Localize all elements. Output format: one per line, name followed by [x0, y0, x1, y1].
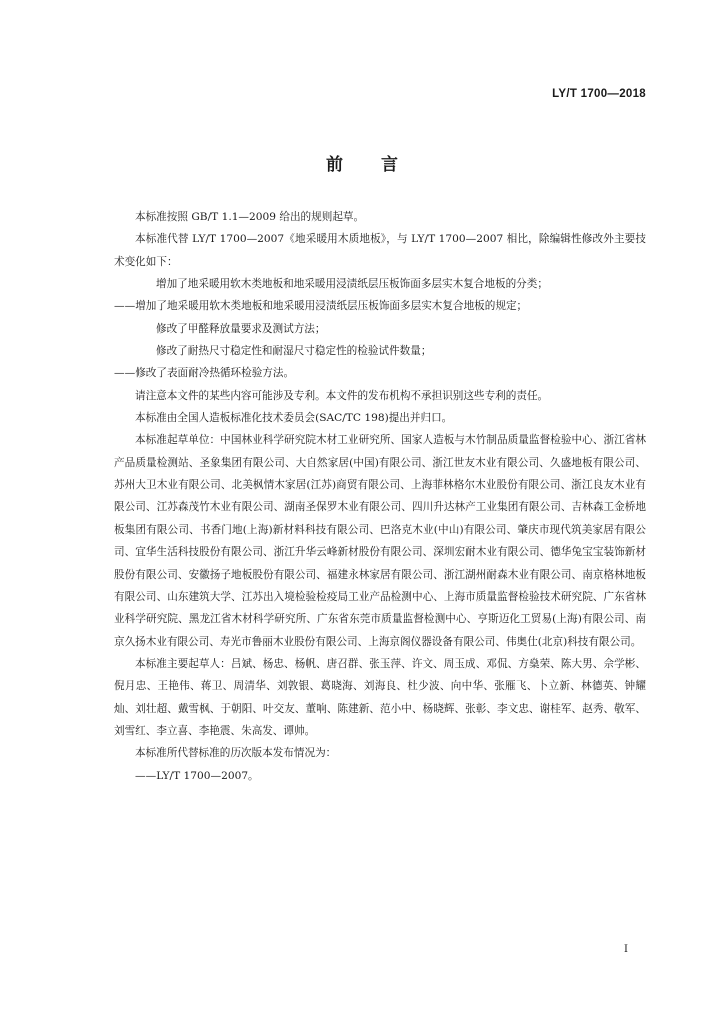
paragraph-replacement: 本标准代替 LY/T 1700—2007《地采暖用木质地板》，与 LY/T 1700—2007 相比，除编辑性修改外主要技术变化如下：: [114, 233, 646, 268]
change-item: ——增加了地采暖用软木类地板和地采暖用浸渍纸层压板饰面多层实木复合地板的规定；: [114, 300, 528, 313]
change-item: 增加了地采暖用软木类地板和地采暖用浸渍纸层压板饰面多层实木复合地板的分类；: [156, 278, 548, 291]
paragraph-drafting-units: 本标准起草单位：中国林业科学研究院木材工业研究所、国家人造板与木竹制品质量监督检验中心、浙江省林产品质量检测站、圣象集团有限公司、大自然家居(中国)有限公司、浙江世友木业有限公司、久盛地板有限公司、苏州大卫木业有限公司、北美枫情木家居(江苏)商贸有限公司、上海菲林格尔木业股份有限公司、浙江良友木业有限公司、江苏森茂竹木业有限公司、湖南圣保罗木业有限公司、四川升达林产工业集团有限公司、吉林森工金桥地板集团有限公司、书香门地(上海)新材料科技有限公司、巴洛克木业(中山)有限公司、肇庆市现代筑美家居有限公司、宜华生活科技股份有限公司、浙江升华云峰新材股份有限公司、深圳宏耐木业有限公司、德华兔宝宝装饰新材股份有限公司、安徽扬子地板股份有限公司、福建永林家居有限公司、浙江湖州耐森木业有限公司、南京格林地板有限公司、山东建筑大学、江苏出入境检验检疫局工业产品检测中心、上海市质量监督检验技术研究院、广东省林业科学研究院、黑龙江省木材科学研究所、广东省东莞市质量监督检测中心、亨斯迈化工贸易(上海)有限公司、南京久扬木业有限公司、寿光市鲁丽木业股份有限公司、上海京阁仪器设备有限公司、伟奥仕(北京)科技有限公司。: [114, 434, 646, 648]
change-item: 修改了甲醛释放量要求及测试方法；: [156, 322, 326, 335]
change-item: ——修改了表面耐冷热循环检验方法。: [114, 367, 295, 380]
standard-code: LY/T 1700—2018: [552, 88, 646, 100]
document-body: [114, 206, 646, 787]
paragraph-proposer: 本标准由全国人造板标准化技术委员会(SAC/TC 198)提出并归口。: [135, 412, 453, 425]
page-number: I: [624, 944, 628, 955]
paragraph-history: 本标准所代替标准的历次版本发布情况为：: [135, 747, 337, 760]
paragraph-drafting-rules: 本标准按照 GB/T 1.1—2009 给出的规则起草。: [135, 211, 365, 223]
page-title: 前言: [326, 155, 436, 175]
paragraph-patent-notice: 请注意本文件的某些内容可能涉及专利。本文件的发布机构不承担识别这些专利的责任。: [135, 389, 549, 402]
paragraph-drafters: 本标准主要起草人：吕斌、杨忠、杨帆、唐召群、张玉萍、许文、周玉成、邓侃、方燊荣、陈大男、佘学彬、倪月忠、王艳伟、蒋卫、周清华、刘敦银、葛晓海、刘海良、杜少波、向中华、张雁飞、卜立新、林德英、钟耀灿、刘壮超、戴雪枫、于朝阳、叶交友、董响、陈建新、范小中、杨晓辉、张彰、李文忠、谢桂军、赵秀、敬军、刘雪红、李立喜、李艳震、朱高发、谭帅。: [114, 657, 646, 737]
change-item: 修改了耐热尺寸稳定性和耐湿尺寸稳定性的检验试件数量；: [156, 345, 432, 358]
history-item: ——LY/T 1700—2007。: [135, 769, 259, 782]
